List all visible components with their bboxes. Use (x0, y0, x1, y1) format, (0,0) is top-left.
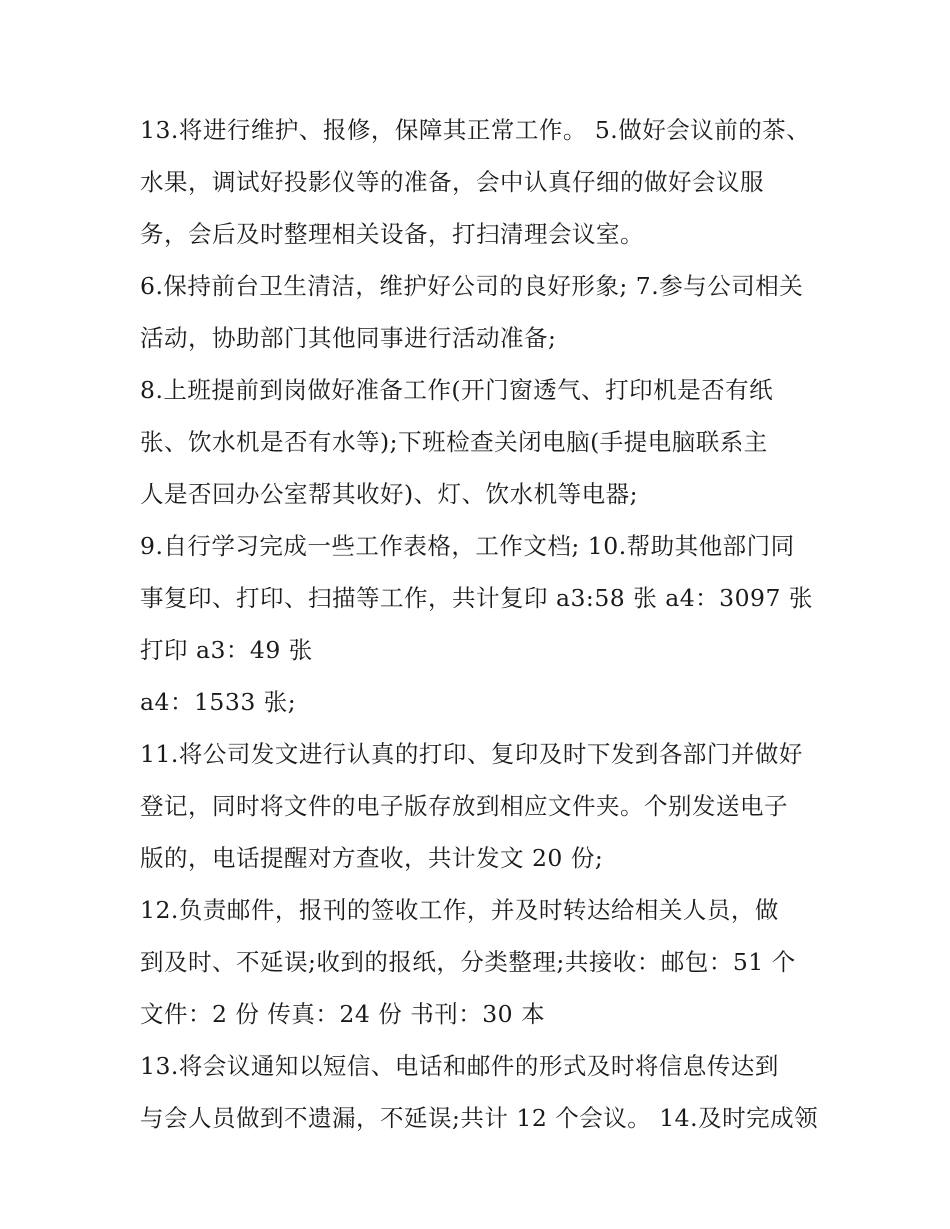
text-line: 文件：2 份 传真：24 份 书刊：30 本 (140, 1000, 546, 1028)
document-body (140, 104, 820, 1144)
text-line: 水果，调试好投影仪等的准备，会中认真仔细的做好会议服 (140, 168, 764, 196)
text-line: 13.将进行维护、报修，保障其正常工作。 5.做好会议前的茶、 (140, 116, 811, 144)
text-line: a4：1533 张; (140, 688, 297, 716)
text-line: 11.将公司发文进行认真的打印、复印及时下发到各部门并做好 (140, 740, 803, 768)
text-line: 9.自行学习完成一些工作表格，工作文档; 10.帮助其他部门同 (140, 532, 795, 560)
text-line: 到及时、不延误;收到的报纸，分类整理;共接收：邮包：51 个 (140, 948, 796, 976)
text-line: 务，会后及时整理相关设备，打扫清理会议室。 (140, 220, 644, 248)
text-line: 版的，电话提醒对方查收，共计发文 20 份; (140, 844, 604, 872)
text-line: 12.负责邮件，报刊的签收工作，并及时转达给相关人员，做 (140, 896, 779, 924)
text-line: 张、饮水机是否有水等);下班检查关闭电脑(手提电脑联系主 (140, 428, 768, 456)
text-line: 8.上班提前到岗做好准备工作(开门窗透气、打印机是否有纸 (140, 376, 774, 404)
text-line: 打印 a3：49 张 (140, 636, 313, 664)
text-line: 与会人员做到不遗漏，不延误;共计 12 个会议。 14.及时完成领 (140, 1104, 819, 1132)
text-line: 事复印、打印、扫描等工作，共计复印 a3:58 张 a4：3097 张 (140, 584, 813, 612)
text-line: 登记，同时将文件的电子版存放到相应文件夹。个别发送电子 (140, 792, 788, 820)
text-line: 人是否回办公室帮其收好)、灯、饮水机等电器; (140, 480, 639, 508)
text-line: 6.保持前台卫生清洁，维护好公司的良好形象; 7.参与公司相关 (140, 272, 804, 300)
text-line: 13.将会议通知以短信、电话和邮件的形式及时将信息传达到 (140, 1052, 779, 1080)
text-line: 活动，协助部门其他同事进行活动准备; (140, 324, 557, 352)
